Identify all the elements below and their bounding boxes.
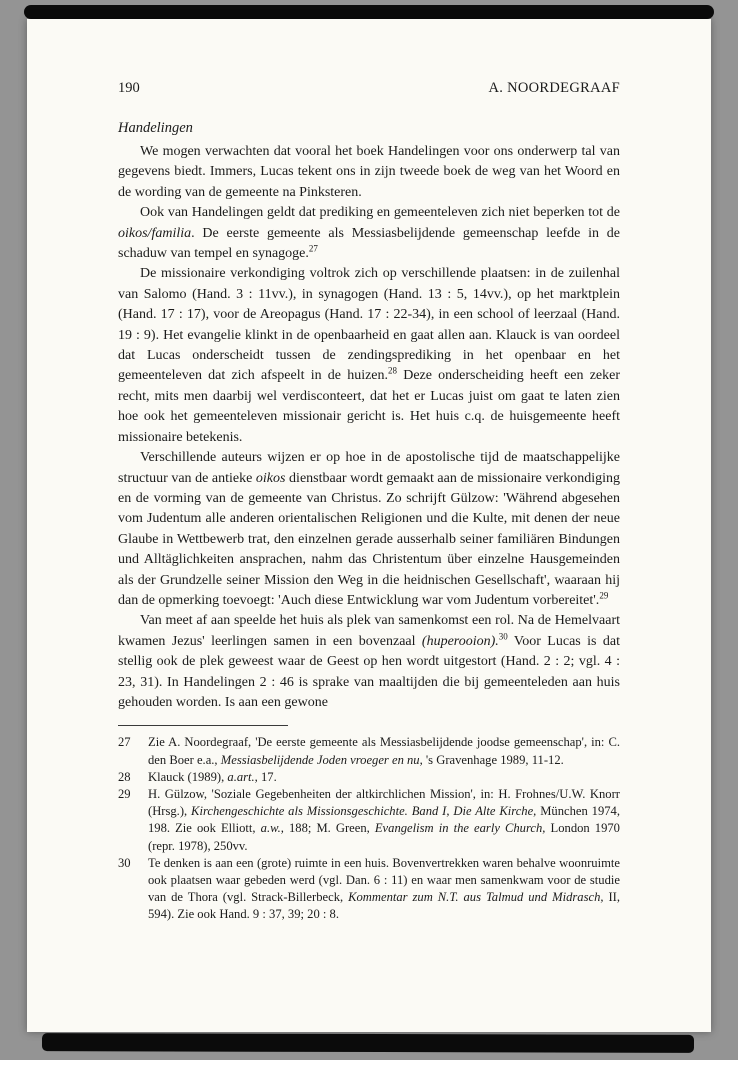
text-run: dienstbaar wordt gemaakt aan de missionaire verkondiging en de vorming van de gemeente van Christus. Zo schrijft Gülzow: 'Während abgesehen vom Judentum alle anderen orientalischen Religionen und die Kulte, mit denen der neue Glaube in Wettbewerb trat, den einzelnen gerade ausserhalb seiner familiären Bindungen und Alltäglichkeiten ansprachen, nahm das Christentum über einzelne Hausgemeinden als der Grundzelle seiner Mission den Weg in die heidnischen Gesellschaft', waaraan hij dan de opmerking toevoegt: 'Auch diese Entwicklung war vom Judentum vorbereitet'.	[118, 470, 620, 608]
text-run: De missionaire verkondiging voltrok zich op verschillende plaatsen: in de zuilenhal van Salomo (Hand. 3 : 11vv.), in synagogen (Hand. 13 : 5, 14vv.), op het marktplein (Hand. 17 : 17), voor de Areopagus (Hand. 17 : 22-34), in een school of leerzaal (Hand. 19 : 9). Het evangelie klinkt in de openbaarheid en gaat allen aan. Klauck is van oordeel dat Lucas onderscheidt tussen de zendingsprediking in het openbaar en het gemeenteleven dat zich afspeelt in de huizen.	[118, 266, 620, 384]
paragraph	[118, 203, 620, 264]
footnote-ref: 29	[599, 590, 609, 601]
text-run: Van meet af aan speelde het huis als plek van samenkomst een rol. Na de Hemelvaart kwamen Jezus' leerlingen samen in een bovenzaal	[118, 613, 620, 649]
paragraph	[118, 448, 620, 611]
footnote-number: 30	[118, 855, 131, 870]
footnote-ref: 30	[498, 631, 508, 642]
italic-text: Messiasbelijdende Joden vroeger en nu,	[220, 752, 423, 767]
footnote-ref: 28	[388, 365, 398, 376]
footnote-item	[118, 855, 620, 924]
text-run: II, 594). Zie ook Hand. 9 : 37, 39; 20 : 8.	[148, 890, 621, 922]
footnote-separator	[118, 725, 288, 726]
italic-text: oikos/familia	[118, 225, 192, 241]
scan-edge-top	[24, 5, 714, 19]
page-sheet	[27, 19, 711, 1032]
text-run: We mogen verwachten dat vooral het boek Handelingen voor ons onderwerp tal van gegevens biedt. Immers, Lucas tekent ons in zijn tweede boek de weg van het Woord en de wording van de gemeente na Pinksteren.	[118, 144, 620, 200]
footnote-text	[148, 769, 620, 786]
footnote-number: 28	[118, 769, 131, 784]
text-run: Klauck (1989),	[148, 769, 228, 784]
footnote-number: 27	[118, 735, 131, 750]
footnote-number: 29	[118, 786, 131, 801]
text-run: 's Gravenhage 1989, 11-12.	[422, 752, 564, 767]
paragraph	[118, 142, 620, 203]
footnote-ref: 27	[308, 243, 318, 254]
page-number: 190	[118, 80, 140, 96]
text-run: Zie A. Noordegraaf, 'De eerste gemeente als Messiasbelijdende joodse gemeenschap', in: C. den Boer e.a.,	[148, 735, 620, 767]
footnote-text	[148, 855, 620, 924]
italic-text: Kirchengeschichte als Missionsgeschichte. Band I, Die Alte Kirche,	[191, 804, 537, 819]
section-heading: Handelingen	[118, 120, 193, 136]
paragraph	[118, 611, 620, 713]
body-text	[118, 142, 620, 713]
paragraph	[118, 264, 620, 448]
text-run: H. Gülzow, 'Soziale Gegebenheiten der altkirchlichen Mission', in: H. Frohnes/U.W. Knorr (Hrsg.),	[148, 786, 620, 819]
running-head: A. NOORDEGRAAF	[488, 80, 620, 96]
italic-text: (huperooion).	[421, 633, 499, 649]
footnotes	[118, 734, 620, 923]
text-run: 188; M. Green,	[283, 821, 375, 836]
footnote-item	[118, 734, 620, 768]
text-run: Verschillende auteurs wijzen er op hoe in de apostolische tijd de maatschappelijke structuur van de antieke	[118, 450, 620, 486]
text-run: . De eerste gemeente als Messiasbelijdende gemeenschap leefde in de schaduw van tempel en synagoge.	[118, 225, 620, 262]
text-run: Voor Lucas is dat stellig ook de plek geweest waar de Geest op hen wordt uitgestort (Hand. 2 : 2; vgl. 4 : 23, 31). In Handelingen 2 : 46 is sprake van maaltijden die bij gemeenteleden aan huis gehouden worden. Is aan een gewone	[118, 633, 620, 710]
text-run: Deze onderscheiding heeft een zeker recht, mits men daarbij wel verdisconteert, dat het er Lucas juist om gaat te laten zien hoe ook het gemeenteleven missionair gericht is. Het huis c.q. de huisgemeente heeft missionaire betekenis.	[118, 368, 620, 445]
italic-text: oikos	[255, 470, 286, 486]
footnote-text	[148, 734, 620, 768]
scan-edge-bottom	[42, 1033, 694, 1053]
text-run: Te denken is aan een (grote) ruimte in een huis. Bovenvertrekken waren behalve woonruimte ook plaatsen waar gebeden werd (vgl. Dan. 6 : 11) en waar men samenkwam voor de studie van de Thora (vgl. Strack-Billerbeck,	[148, 855, 620, 905]
italic-text: a.w.,	[260, 821, 284, 836]
page-content	[27, 19, 711, 924]
italic-text: a.art.,	[227, 769, 258, 784]
page-header	[118, 79, 620, 97]
italic-text: Kommentar zum N.T. aus Talmud und Midrasch,	[348, 890, 604, 905]
text-run: London 1970 (repr. 1978), 250vv.	[148, 821, 620, 853]
footnote-item	[118, 786, 620, 855]
italic-text: Evangelism in the early Church,	[374, 821, 546, 836]
text-run: 17.	[257, 769, 277, 784]
footnote-text	[148, 786, 620, 855]
text-run: Ook van Handelingen geldt dat prediking en gemeenteleven zich niet beperken tot de	[140, 205, 620, 221]
text-run: München 1974, 198. Zie ook Elliott,	[148, 804, 620, 836]
footnote-item	[118, 769, 620, 786]
